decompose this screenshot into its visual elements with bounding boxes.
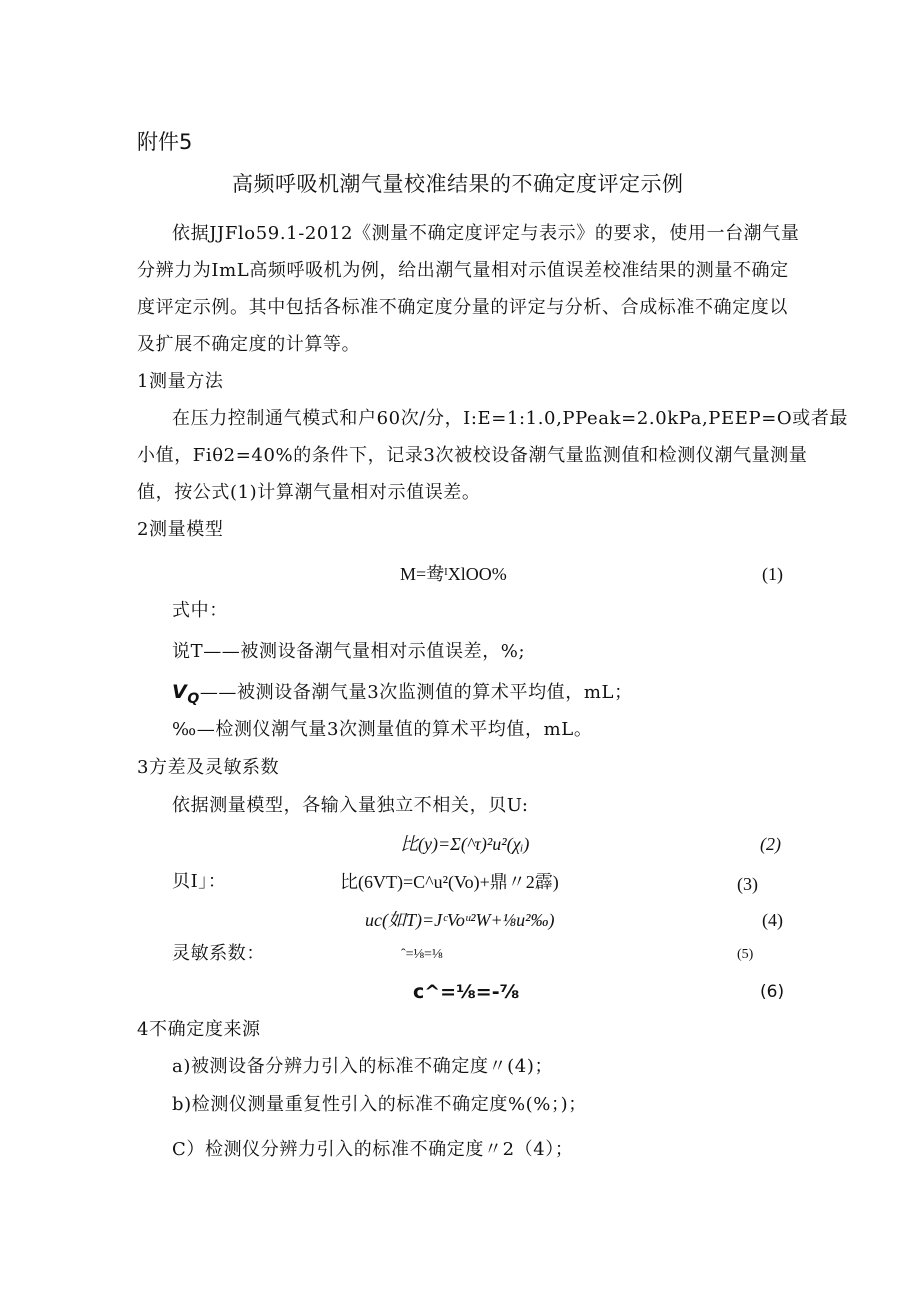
definition-1: 说T——被测设备潮气量相对示值误差，%; <box>172 641 526 662</box>
equation-3-label: 贝I」： <box>172 871 227 892</box>
sensitivity-label: 灵敏系数： <box>172 943 265 964</box>
section-2-heading: 2测量模型 <box>137 519 224 540</box>
equation-3: 比(6VT)=C^u²(Vo)+鼎〃2霹) <box>340 872 559 892</box>
equation-2: 比(y)=Σ(^τ)²u²(χᵢ) <box>400 834 530 854</box>
equation-1: M=鸯ᴵXlOO% <box>400 564 507 584</box>
intro-line-2: 分辨力为ImL高频呼吸机为例，给出潮气量相对示值误差校准结果的测量不确定 <box>137 260 789 281</box>
attachment-label: 附件5 <box>137 130 193 154</box>
where-label: 式中： <box>172 600 228 621</box>
equation-4: uc(如T)=JᶜVoᵘ²W+⅛u²‰) <box>365 910 555 930</box>
source-item-a: a)被测设备分辨力引入的标准不确定度〃(4)； <box>172 1056 554 1077</box>
equation-3-number: (3) <box>737 874 758 894</box>
equation-5: ˆ=⅛=⅛ <box>401 947 443 962</box>
section-1-line-1: 在压力控制通气模式和户60次/分，I:E=1:1.0,PPeak=2.0kPa,PEEP=O或者最 <box>172 408 849 429</box>
section-1-line-3: 值，按公式(1)计算潮气量相对示值误差。 <box>137 482 481 503</box>
equation-5-number: (5) <box>737 947 754 962</box>
section-1-line-2: 小值，Fiθ2=40%的条件下，记录3次被校设备潮气量监测值和检测仪潮气量测量 <box>137 445 808 466</box>
document-title: 高频呼吸机潮气量校准结果的不确定度评定示例 <box>232 172 684 196</box>
definition-2: $V_Q——$被测设备潮气量3次监测值的算术平均值，mL； <box>172 681 633 707</box>
symbol-vq: $V_Q$ <box>172 681 200 707</box>
equation-6-number: (6) <box>760 982 785 1002</box>
equation-2-number: (2) <box>760 834 781 854</box>
intro-line-3: 度评定示例。其中包括各标准不确定度分量的评定与分析、合成标准不确定度以 <box>137 297 788 318</box>
section-3-intro: 依据测量模型，各输入量独立不相关，贝U: <box>172 795 529 816</box>
section-3-heading: 3方差及灵敏系数 <box>137 757 280 778</box>
source-item-b: b)检测仪测量重复性引入的标准不确定度%(%；)； <box>172 1094 587 1115</box>
equation-1-number: (1) <box>762 564 783 584</box>
equation-6: c^=⅛=-⅞ <box>413 981 520 1003</box>
intro-line-4: 及扩展不确定度的计算等。 <box>137 334 361 355</box>
intro-line-1: 依据JJFlo59.1-2012《测量不确定度评定与表示》的要求，使用一台潮气量 <box>172 223 800 244</box>
definition-3: ‰—检测仪潮气量3次测量值的算术平均值，mL。 <box>172 719 593 740</box>
section-4-heading: 4不确定度来源 <box>137 1019 261 1040</box>
source-item-c: C）检测仪分辨力引入的标准不确定度〃2（4）； <box>172 1139 574 1160</box>
equation-4-number: (4) <box>762 910 783 930</box>
section-1-heading: 1测量方法 <box>137 371 224 392</box>
